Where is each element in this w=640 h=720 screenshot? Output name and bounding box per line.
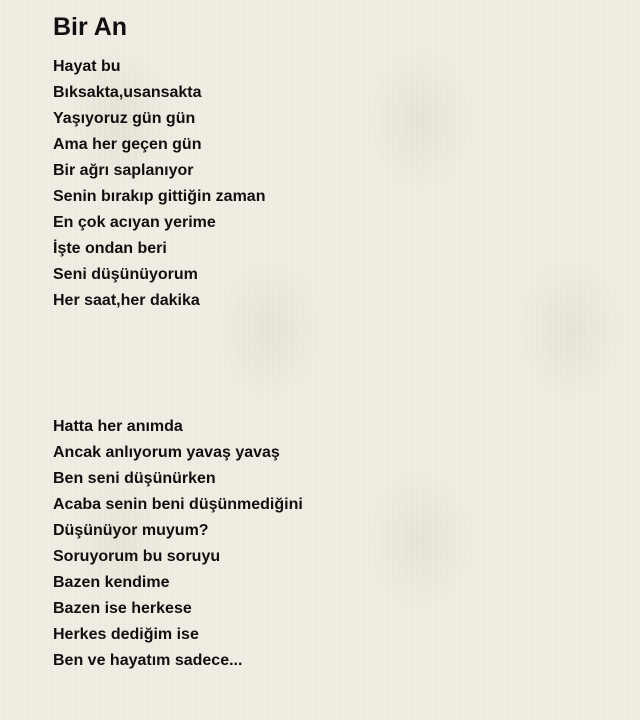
stanza-1 [53, 54, 613, 314]
poem-line: Ancak anlıyorum yavaş yavaş [53, 444, 280, 461]
poem-page [53, 12, 613, 674]
poem-line: Yaşıyoruz gün gün [53, 110, 196, 127]
poem-title: Bir An [53, 13, 128, 41]
poem-line: Bazen ise herkese [53, 600, 192, 617]
stanza-2 [53, 414, 613, 674]
poem-line: Senin bırakıp gittiğin zaman [53, 188, 266, 205]
poem-line: Hayat bu [53, 58, 121, 75]
poem-line: Düşünüyor muyum? [53, 522, 209, 539]
poem-line: Herkes dediğim ise [53, 626, 199, 643]
stanza-gap [53, 314, 613, 414]
poem-line: Bazen kendime [53, 574, 170, 591]
poem-line: En çok acıyan yerime [53, 214, 216, 231]
poem-line: Her saat,her dakika [53, 292, 200, 309]
poem-line: Soruyorum bu soruyu [53, 548, 221, 565]
poem-line: Ben ve hayatım sadece... [53, 652, 243, 669]
poem-line: Bir ağrı saplanıyor [53, 162, 194, 179]
poem-line: İşte ondan beri [53, 240, 167, 257]
poem-line: Ben seni düşünürken [53, 470, 216, 487]
poem-line: Hatta her anımda [53, 418, 183, 435]
poem-line: Ama her geçen gün [53, 136, 202, 153]
poem-line: Acaba senin beni düşünmediğini [53, 496, 303, 513]
poem-line: Seni düşünüyorum [53, 266, 198, 283]
poem-line: Bıksakta,usansakta [53, 84, 202, 101]
